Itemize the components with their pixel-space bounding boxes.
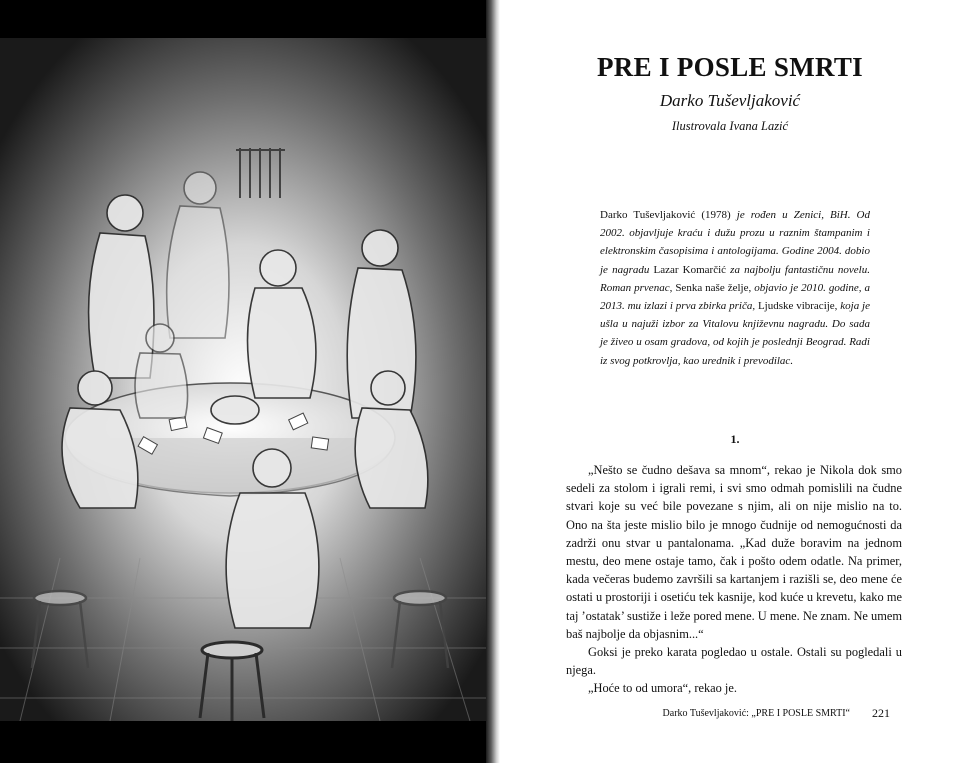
book-gutter (486, 0, 500, 763)
story-title: PRE I POSLE SMRTI (597, 52, 863, 82)
bio-text: koja je ušla u najuži izbor za Vitalovu književnu nagradu. Do sada je živeo u osam gradova, od kojih je poslednji Beograd. Radi iz svog potkrovlja, kao urednik i prevodilac. (600, 300, 870, 367)
running-footer-title: Darko Tuševljaković: „PRE I POSLE SMRTI“ (662, 708, 850, 719)
bio-text: je rođen u Zenici, BiH. Od 2002. objavljuje kraću i dužu prozu u raznim štampanim i elektronskim časopisima i antologijama. Godine 2004. dobio je nagradu (600, 209, 871, 276)
author-bio (600, 206, 870, 370)
bio-collection-title: Ljudske vibracije, (757, 300, 841, 313)
story-paragraph: „Nešto se čudno dešava sa mnom“, rekao je Nikola dok smo sedeli za stolom i igrali remi, i svi smo odmah pomislili na čudne stvari koje su već bile povezane s njim, ali on nije mislio na to. Ono na šta jeste mislio bilo je mnogo čudnije od nemogućnosti da zadrži onu stvar u pantalonama. „Kad duže boravim na jednom mestu, deo mene ostaje tamo, čak i pošto odem odatle. Na primer, kada večeras budemo završili sa kartanjem i razišli se, deo mene će ostati u prostoriji i osetiću tek kasnije, kod kuće u krevetu, kako me taj ’ostatak’ sustiže i leže pored mene. U mene. Ne znam. Ne umem baš najbolje da objasnim...“ (566, 463, 902, 641)
bio-text: objavio je 2010. godine, a 2013. mu izlazi i prva zbirka priča, (600, 281, 871, 313)
story-paragraph: Goksi je preko karata pogledao u ostale. Ostali su pogledali u njega. (566, 645, 902, 678)
bio-author-name: Darko Tuševljaković (1978) (600, 209, 737, 221)
bio-text: za najbolju fantastičnu novelu. Roman prvenac, (600, 263, 870, 294)
illustrator-credit: Ilustrovala Ivana Lazić (671, 119, 789, 133)
bio-novel-title: Senka naše želje, (675, 281, 755, 294)
bio-award-name: Lazar Komarčić (653, 263, 731, 276)
page-number: 221 (872, 706, 890, 720)
story-author: Darko Tuševljaković (659, 91, 801, 110)
story-paragraph: „Hoće to od umora“, rekao je. (588, 681, 737, 696)
text-page (500, 0, 974, 763)
card-players-illustration (0, 38, 488, 721)
story-body (566, 461, 902, 698)
section-number: 1. (730, 432, 740, 446)
